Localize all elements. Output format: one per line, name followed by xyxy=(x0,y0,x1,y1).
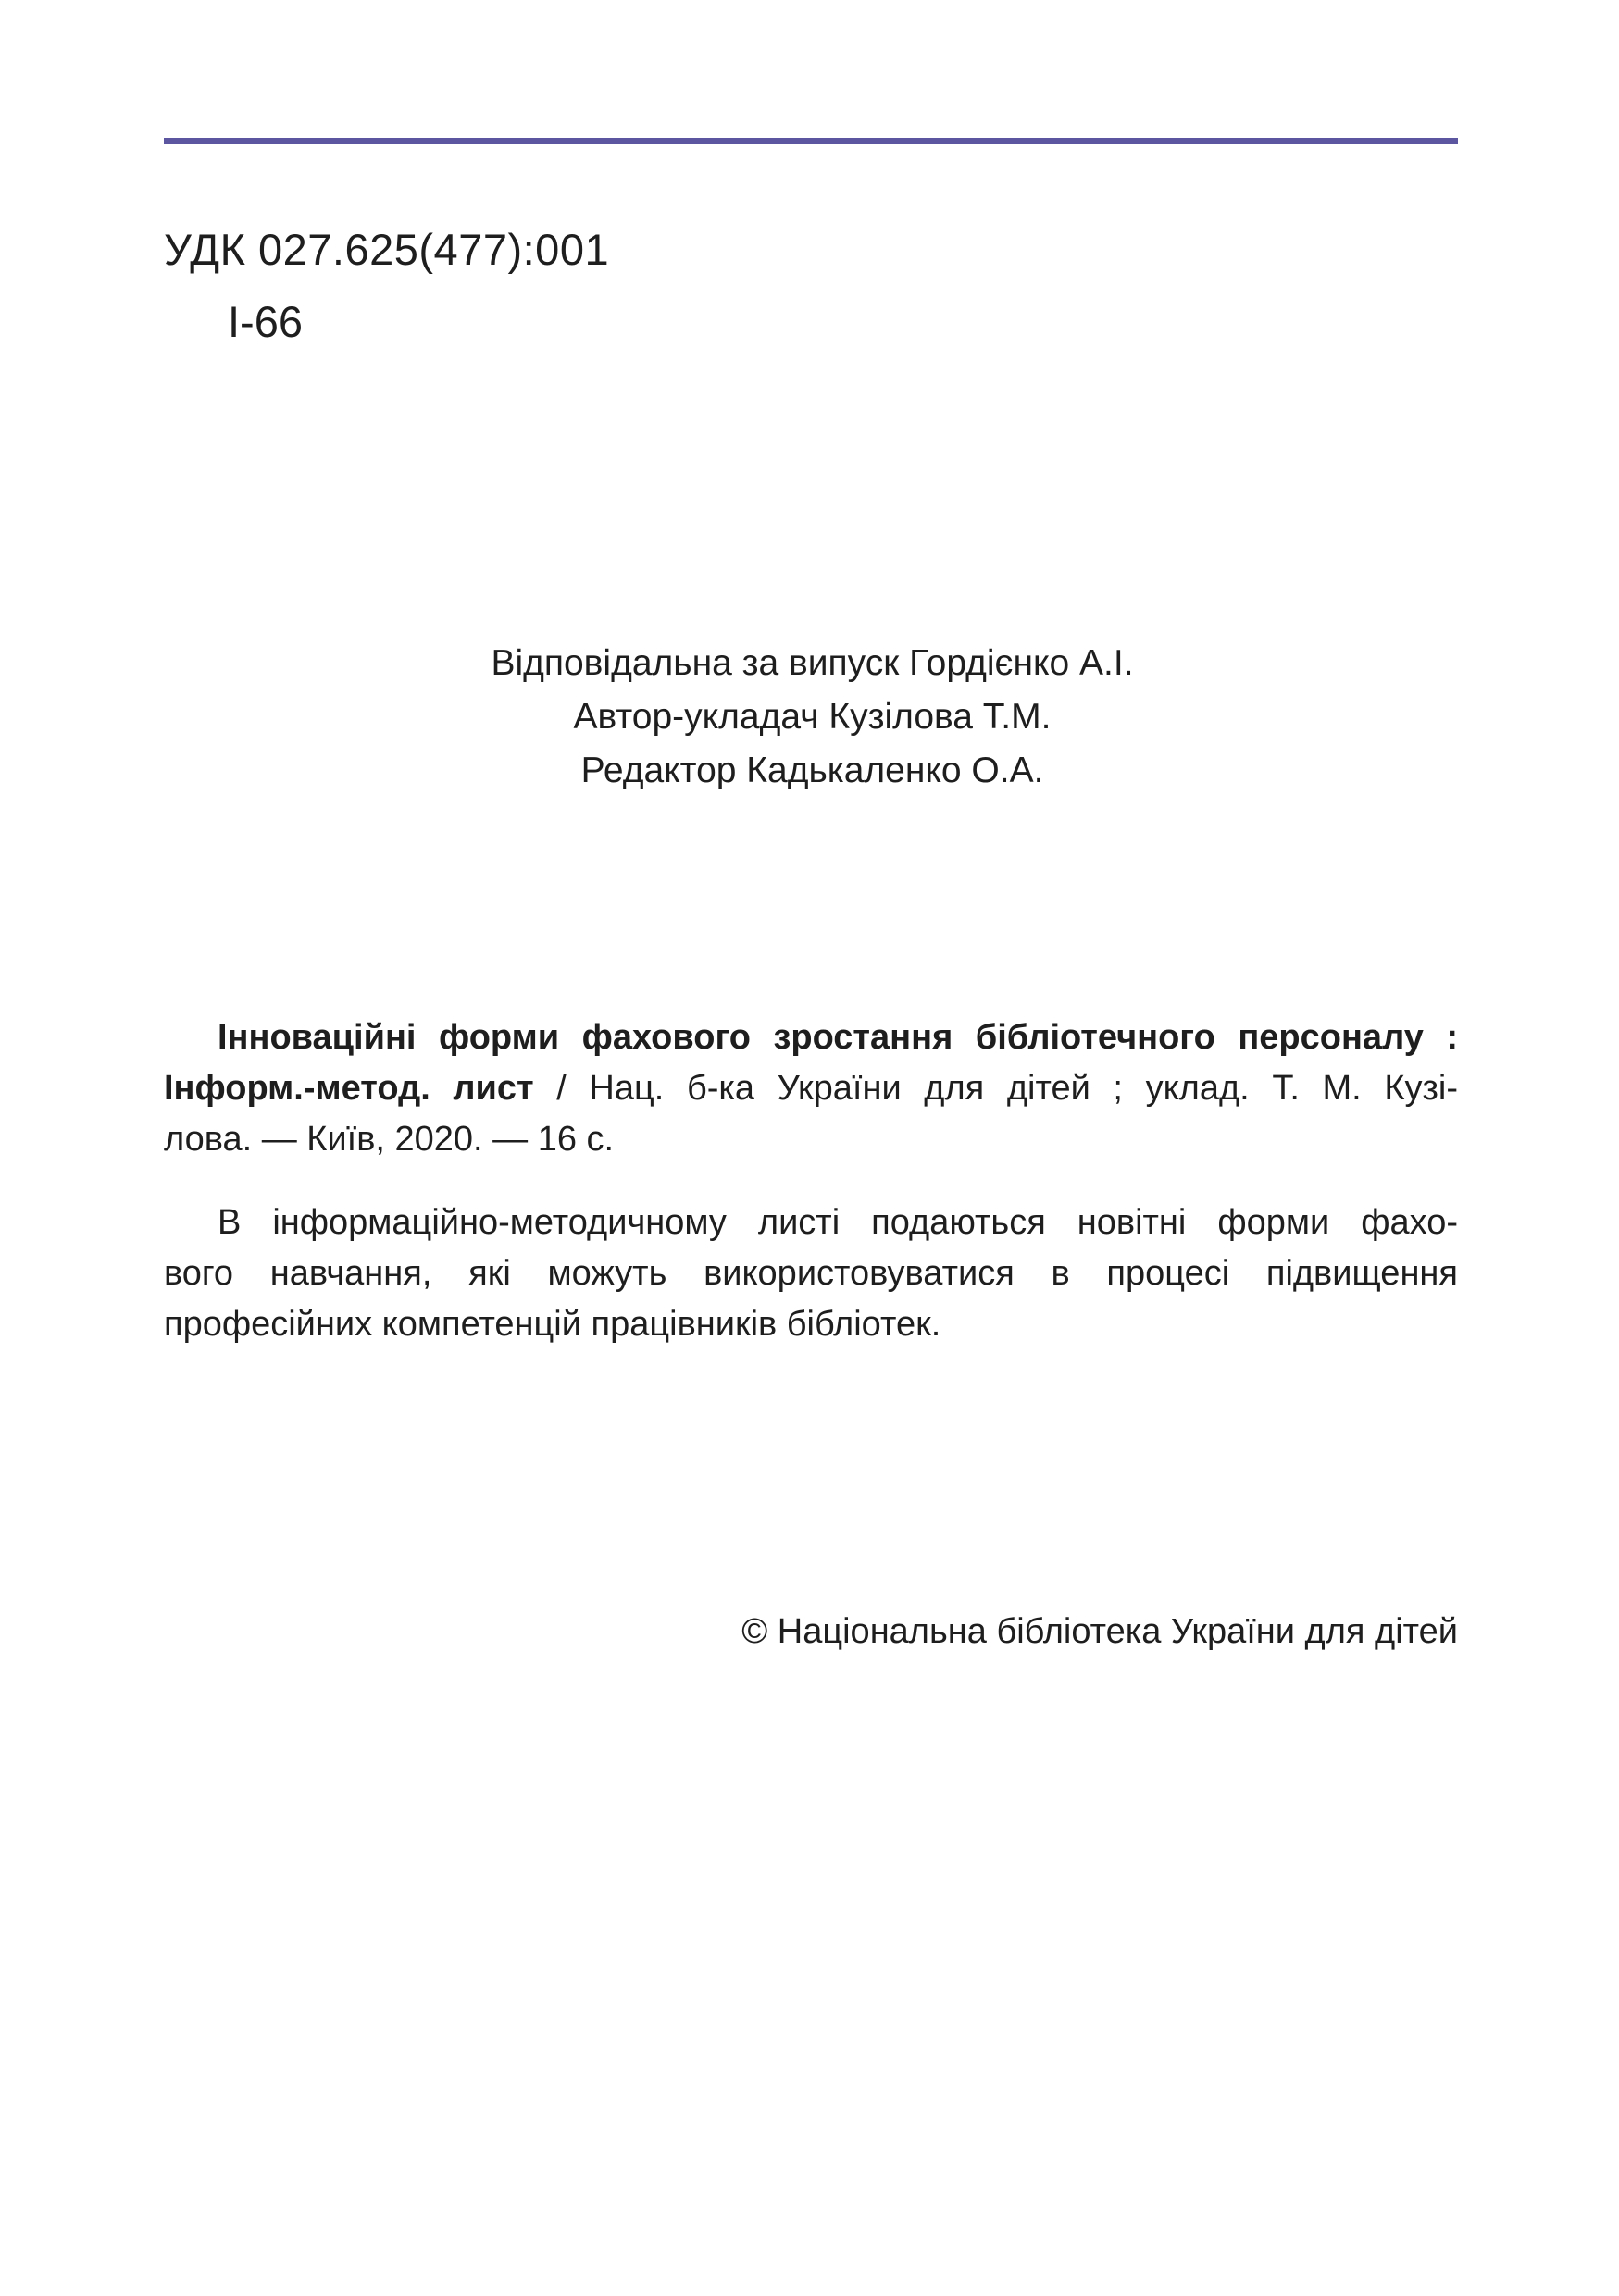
bibliographic-record xyxy=(164,1012,1458,1165)
udk-classification: УДК 027.625(477):001 xyxy=(164,225,610,274)
book-subtitle: Інформ.-метод. лист xyxy=(164,1069,534,1108)
credits-block xyxy=(315,637,1310,798)
annotation-line-2: вого навчання, які можуть використовуватися в процесі підвищення xyxy=(164,1254,1458,1293)
responsible-person: Відповідальна за випуск Гордієнко А.І. xyxy=(491,643,1134,683)
annotation-line-1: В інформаційно-методичному листі подаються новітні форми фахо- xyxy=(218,1203,1458,1242)
book-title: Інноваційні форми фахового зростання бібліотечного персоналу : xyxy=(218,1018,1458,1057)
author-mark: І-66 xyxy=(228,297,303,346)
copyright-notice: © Національна бібліотека України для дітей xyxy=(741,1612,1458,1651)
editor: Редактор Кадькаленко О.А. xyxy=(580,751,1044,790)
annotation xyxy=(164,1198,1458,1350)
compiler: Автор-укладач Кузілова Т.М. xyxy=(573,697,1052,737)
top-rule-divider xyxy=(164,138,1458,144)
publisher-info: / Нац. б-ка України для дітей ; уклад. Т. М. Кузі- xyxy=(533,1069,1458,1108)
biblio-line-1 xyxy=(164,1012,1458,1063)
annotation-line-3: професійних компетенцій працівників бібліотек. xyxy=(164,1305,941,1344)
biblio-line-3: лова. — Київ, 2020. — 16 с. xyxy=(164,1120,615,1159)
biblio-line-2 xyxy=(164,1063,1458,1114)
